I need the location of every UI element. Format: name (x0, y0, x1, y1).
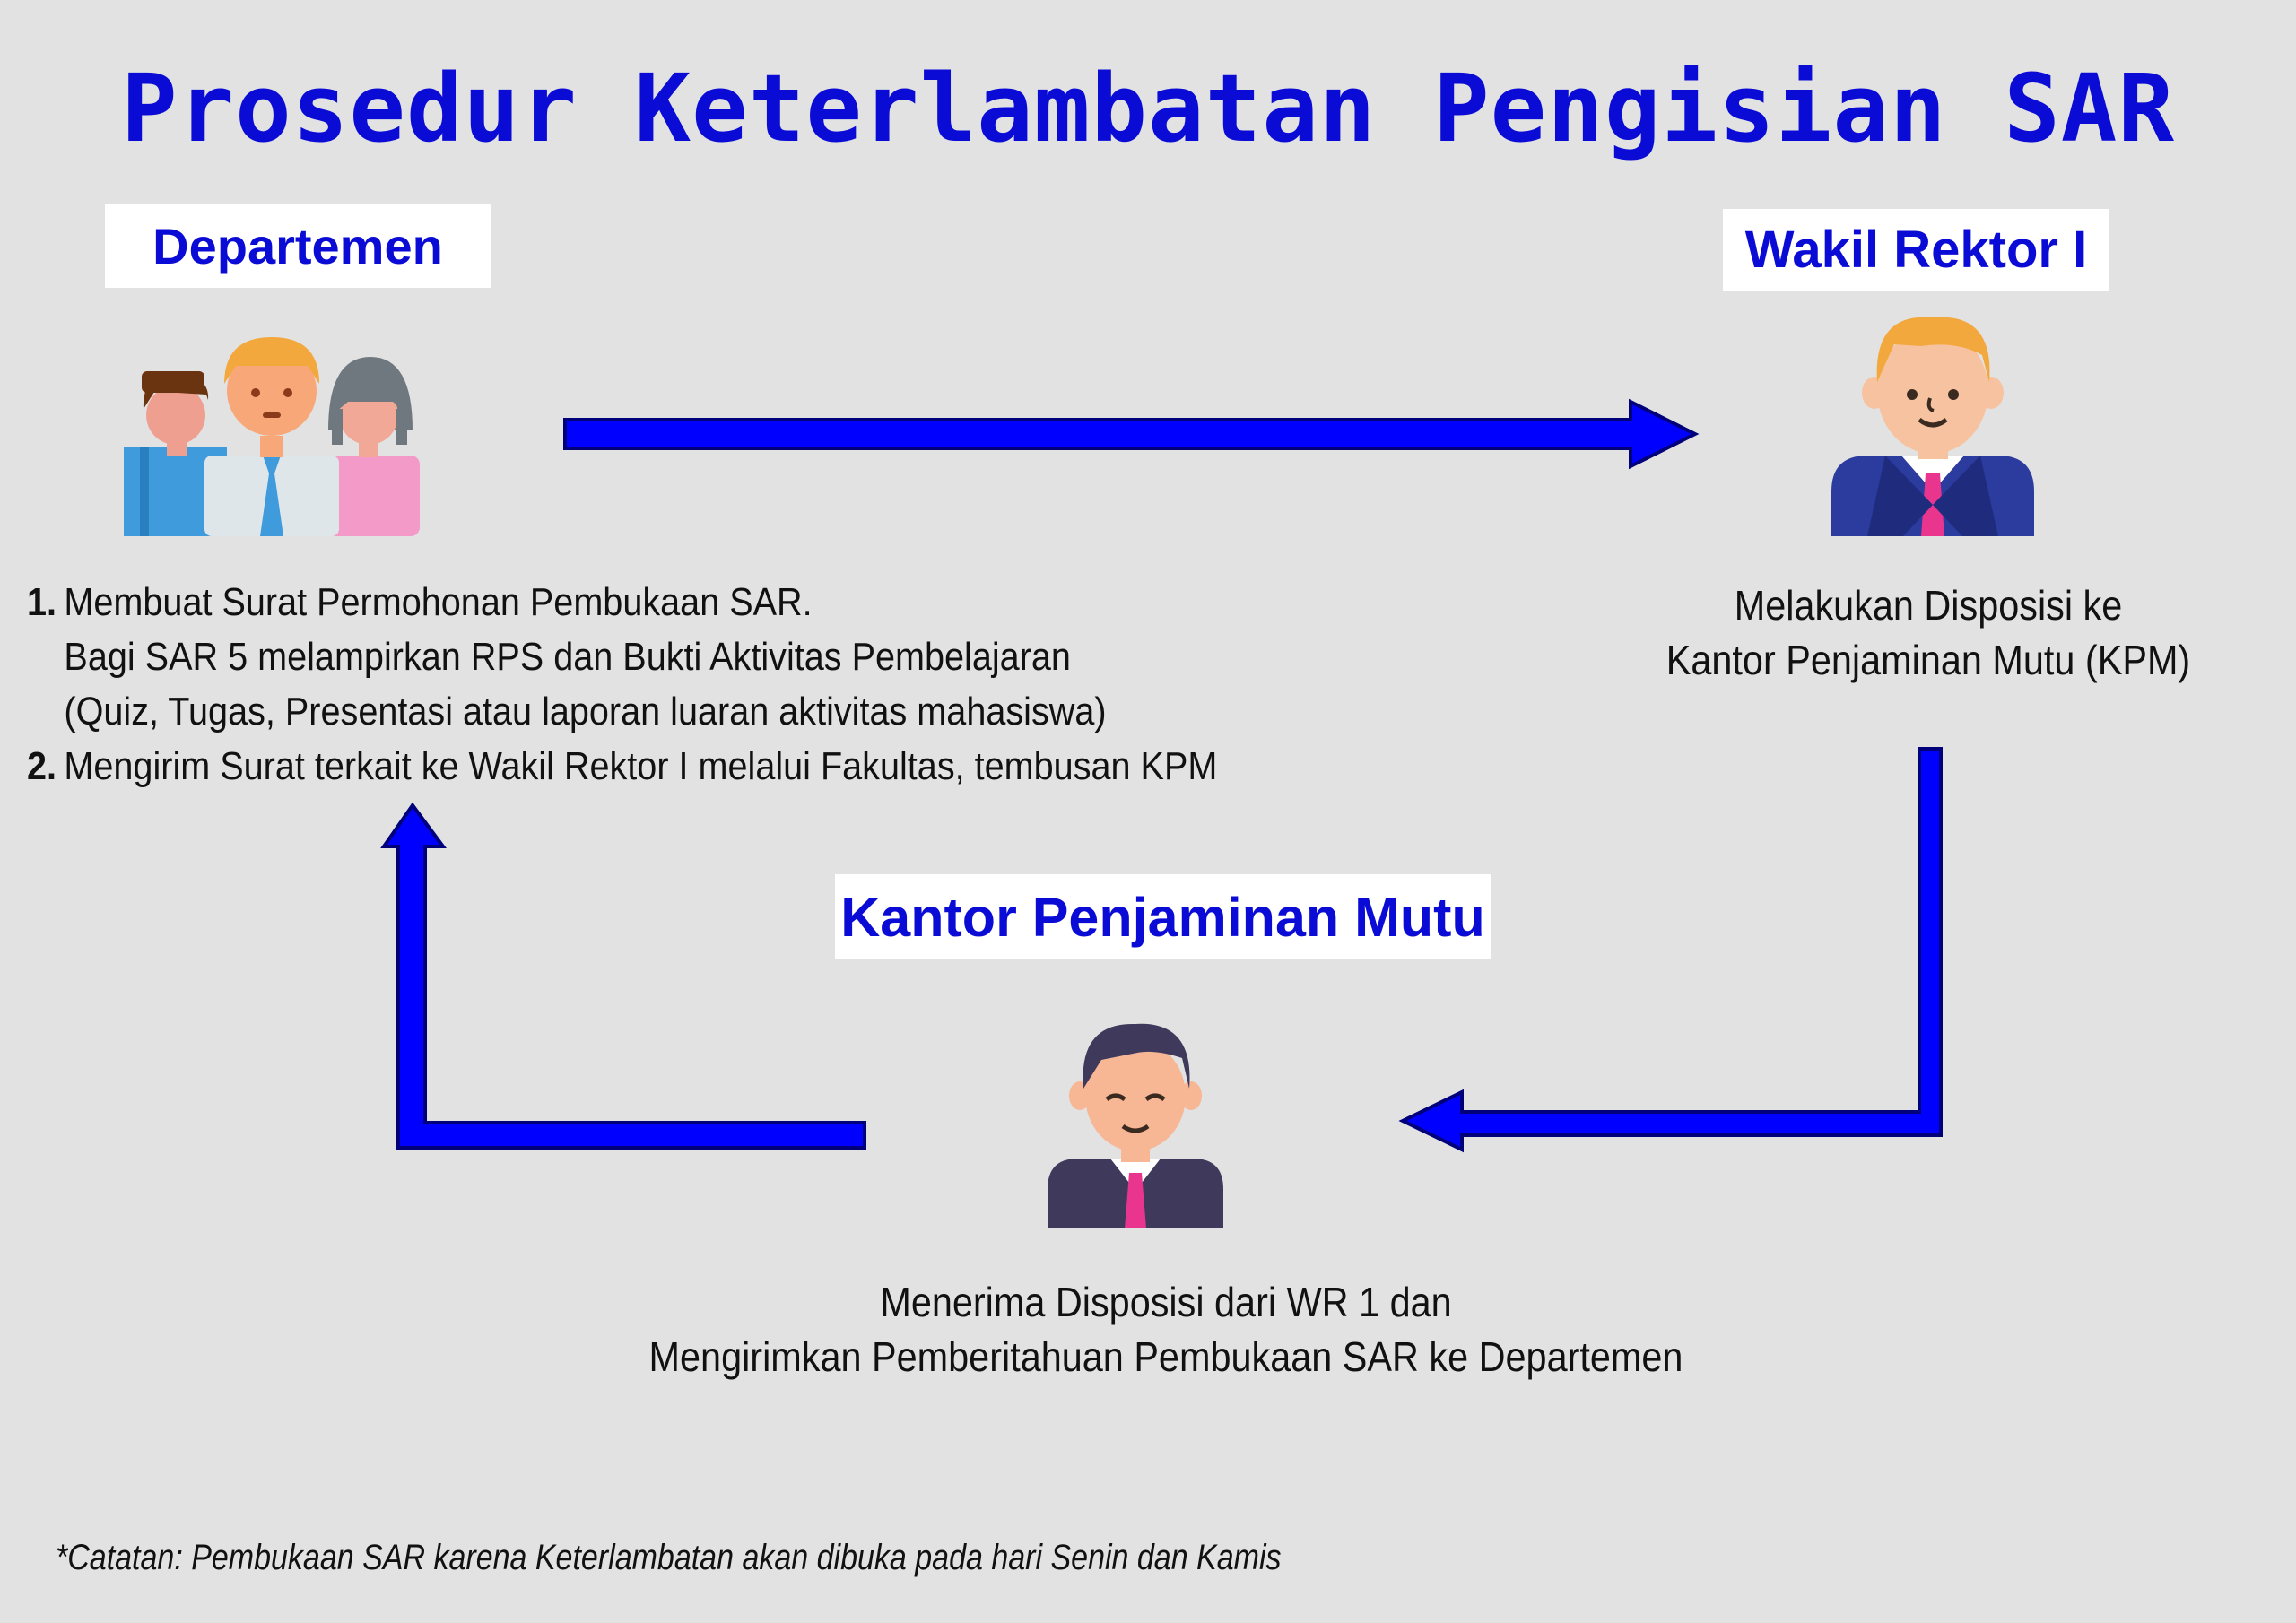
step-line: Bagi SAR 5 melampirkan RPS dan Bukti Aktivitas Pembelajaran (64, 635, 1071, 679)
kpm-label: Kantor Penjaminan Mutu (835, 874, 1491, 959)
footnote: *Catatan: Pembukaan SAR karena Keterlambatan akan dibuka pada hari Senin dan Kamis (56, 1538, 1282, 1577)
step-2 (27, 739, 1217, 794)
description-line: Kantor Penjaminan Mutu (KPM) (1665, 637, 2191, 683)
kpm-description (504, 1275, 1828, 1384)
description-line: Melakukan Disposisi ke (1734, 582, 2123, 629)
wakil-rektor-label: Wakil Rektor I (1723, 209, 2109, 291)
step-1 (27, 575, 1217, 629)
wakil-rektor-description (1613, 578, 2243, 688)
step-line: Membuat Surat Permohonan Pembukaan SAR. (64, 580, 813, 624)
page-title: Prosedur Keterlambatan Pengisian SAR (120, 54, 2176, 163)
step-number: 1. (27, 580, 57, 624)
arrow-left-up-icon (384, 805, 865, 1148)
departemen-steps (27, 575, 1217, 794)
description-line: Mengirimkan Pemberitahuan Pembukaan SAR ke Departemen (648, 1333, 1683, 1380)
arrow-right-icon (565, 402, 1695, 466)
departemen-label: Departemen (105, 204, 491, 288)
step-number: 2. (27, 744, 57, 788)
description-line: Menerima Disposisi dari WR 1 dan (880, 1279, 1452, 1325)
arrow-down-left-icon (1403, 749, 1941, 1150)
step-line: (Quiz, Tugas, Presentasi atau laporan luaran aktivitas mahasiswa) (64, 690, 1107, 733)
step-line: Mengirim Surat terkait ke Wakil Rektor I melalui Fakultas, tembusan KPM (64, 744, 1218, 788)
